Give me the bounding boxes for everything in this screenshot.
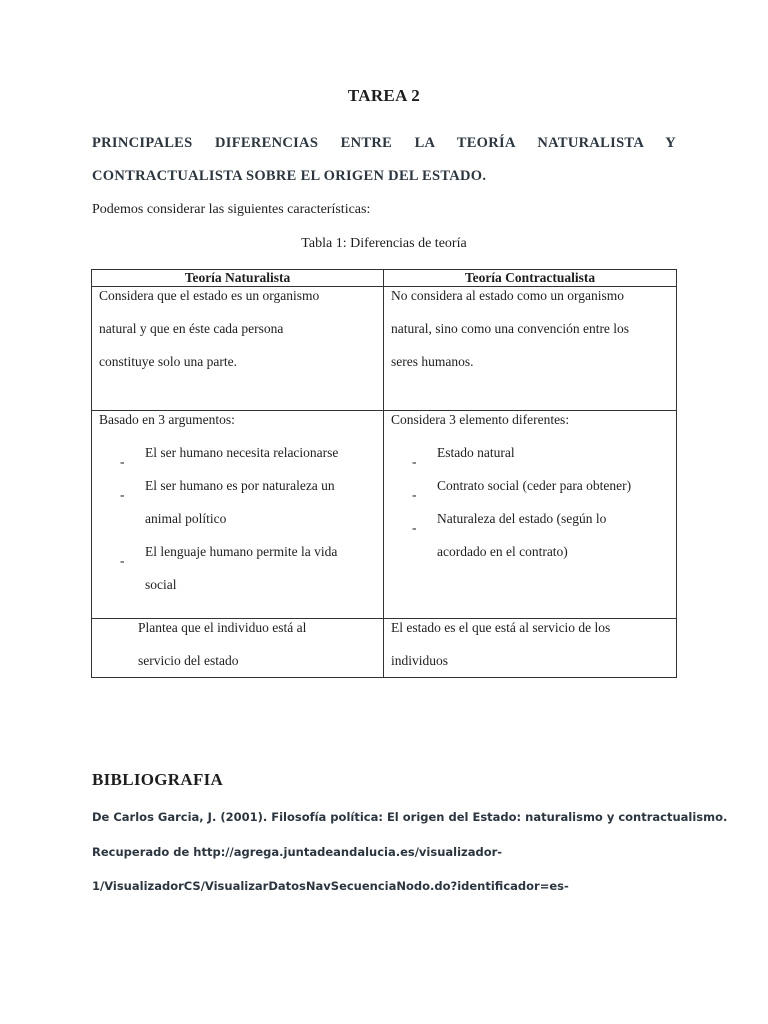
cell-line: seres humanos. xyxy=(391,354,474,369)
list-item-text: Estado natural xyxy=(437,445,515,460)
list-item-text: social xyxy=(145,577,177,592)
header-contractualista: Teoría Contractualista xyxy=(384,270,677,287)
table-cell xyxy=(92,411,384,619)
list-item xyxy=(391,511,669,560)
cell-line: servicio del estado xyxy=(138,653,239,668)
section-heading-line-2: CONTRACTUALISTA SOBRE EL ORIGEN DEL ESTADO. xyxy=(92,168,487,184)
bibliography-entry-line: De Carlos Garcia, J. (2001). Filosofía política: El origen del Estado: naturalismo y contractualismo. xyxy=(92,810,728,824)
cell-line: natural, sino como una convención entre los xyxy=(391,321,630,336)
list-item xyxy=(391,478,669,502)
list-item-text: El ser humano necesita relacionarse xyxy=(145,445,339,460)
bullet-dash: - xyxy=(412,454,417,469)
table-row xyxy=(92,411,677,619)
section-heading-line-1: PRINCIPALES DIFERENCIAS ENTRE LA TEORÍA NATURALISTA Y xyxy=(92,135,676,151)
list-item-text: acordado en el contrato) xyxy=(437,544,568,559)
list-item xyxy=(391,445,669,469)
list-item-text: El lenguaje humano permite la vida xyxy=(145,544,338,559)
cell-line: individuos xyxy=(391,653,449,668)
cell-line: No considera al estado como un organismo xyxy=(391,288,624,303)
table-cell xyxy=(384,287,677,411)
list-item-text: Naturaleza del estado (según lo xyxy=(437,511,607,526)
cell-line: El estado es el que está al servicio de los xyxy=(391,620,611,635)
list-item xyxy=(99,478,376,527)
bibliography-title: BIBLIOGRAFIA xyxy=(92,770,224,789)
bullet-dash: - xyxy=(120,454,125,469)
cell-line: natural y que en éste cada persona xyxy=(99,321,284,336)
cell-line: Plantea que el individuo está al xyxy=(138,620,307,635)
table-cell xyxy=(384,619,677,678)
document-title: TAREA 2 xyxy=(347,86,421,105)
cell-line: constituye solo una parte. xyxy=(99,354,237,369)
argument-list xyxy=(99,445,376,593)
table-cell xyxy=(92,287,384,411)
table-header-row xyxy=(92,270,677,287)
table-cell xyxy=(384,411,677,619)
element-list xyxy=(391,445,669,560)
table-row xyxy=(92,287,677,411)
table-caption: Tabla 1: Diferencias de teoría xyxy=(301,236,467,251)
table-cell xyxy=(92,619,384,678)
list-item xyxy=(99,445,376,469)
bibliography-entry-line: 1/VisualizadorCS/VisualizarDatosNavSecuenciaNodo.do?identificador=es- xyxy=(92,879,569,893)
bullet-dash: - xyxy=(412,520,417,535)
list-item-text: El ser humano es por naturaleza un xyxy=(145,478,335,493)
cell-line: Basado en 3 argumentos: xyxy=(99,412,235,427)
list-item xyxy=(99,544,376,593)
bibliography-entry-line: Recuperado de http://agrega.juntadeandalucia.es/visualizador- xyxy=(92,845,503,859)
header-naturalista: Teoría Naturalista xyxy=(92,270,384,287)
cell-line: Considera 3 elemento diferentes: xyxy=(391,412,570,427)
differences-table xyxy=(91,269,677,678)
bullet-dash: - xyxy=(120,553,125,568)
bullet-dash: - xyxy=(120,487,125,502)
list-item-text: Contrato social (ceder para obtener) xyxy=(437,478,632,493)
intro-paragraph: Podemos considerar las siguientes características: xyxy=(92,202,371,217)
list-item-text: animal político xyxy=(145,511,227,526)
cell-line: Considera que el estado es un organismo xyxy=(99,288,320,303)
bullet-dash: - xyxy=(412,487,417,502)
table-row xyxy=(92,619,677,678)
